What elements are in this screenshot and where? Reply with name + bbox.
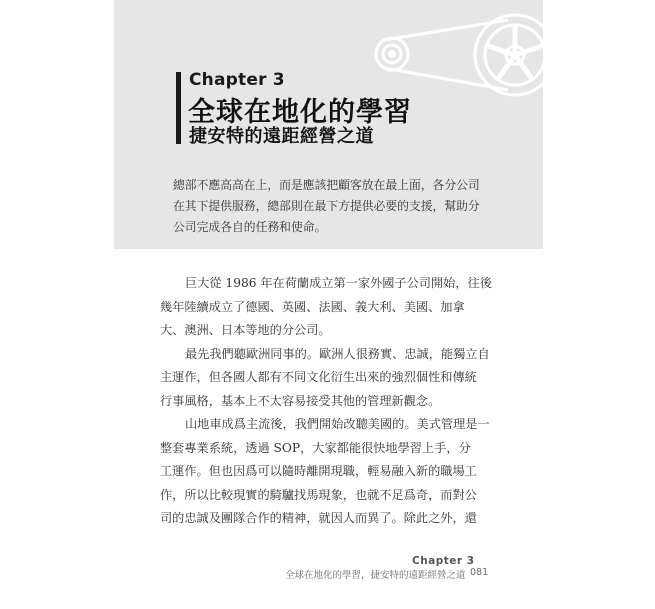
summary-line: 公司完成各自的任務和使命。 xyxy=(173,220,327,234)
body-line: 行事風格，基本上不太容易接受其他的管理新觀念。 xyxy=(160,393,441,408)
body-line: 巨大從 1986 年在荷蘭成立第一家外國子公司開始，往後 xyxy=(185,276,492,290)
chapter-summary xyxy=(173,175,491,238)
body-line: 大、澳洲、日本等地的分公司。 xyxy=(160,323,331,337)
chapter-subtitle: 捷安特的遠距經營之道 xyxy=(189,126,374,147)
body-line: 整套專業系統，透過 SOP，大家都能很快地學習上手，分 xyxy=(160,440,471,455)
chapter-accent-bar xyxy=(176,72,181,144)
chapter-title: 全球在地化的學習 xyxy=(188,97,412,128)
body-line: 作，所以比較現實的騎驢找馬現象，也就不足爲奇，而對公 xyxy=(160,487,477,502)
footer-running-title: 全球在地化的學習，捷安特的遠距經營之道 xyxy=(285,570,466,581)
body-line: 幾年陸續成立了德國、英國、法國、義大利、美國、加拿 xyxy=(160,299,465,314)
summary-line: 在其下提供服務，總部則在最下方提供必要的支援，幫助分 xyxy=(173,199,480,213)
summary-line: 總部不應高高在上，而是應該把顧客放在最上面，各分公司 xyxy=(173,178,480,192)
footer-chapter-label: Chapter 3 xyxy=(412,555,475,567)
body-line: 山地車成爲主流後，我們開始改聽美國的。美式管理是一 xyxy=(185,417,490,431)
body-line: 司的忠誠及團隊合作的精神，就因人而異了。除此之外，還 xyxy=(160,511,477,525)
body-text xyxy=(160,272,492,531)
chapter-label: Chapter 3 xyxy=(189,70,285,90)
page-number: 081 xyxy=(470,567,489,578)
body-line: 工運作。但也因爲可以隨時離開現職，輕易融入新的職場工 xyxy=(160,464,477,478)
body-line: 最先我們聽歐洲同事的。歐洲人很務實、忠誠，能獨立自 xyxy=(185,346,490,361)
body-line: 主運作，但各國人都有不同文化衍生出來的強烈個性和傳統 xyxy=(160,370,477,384)
